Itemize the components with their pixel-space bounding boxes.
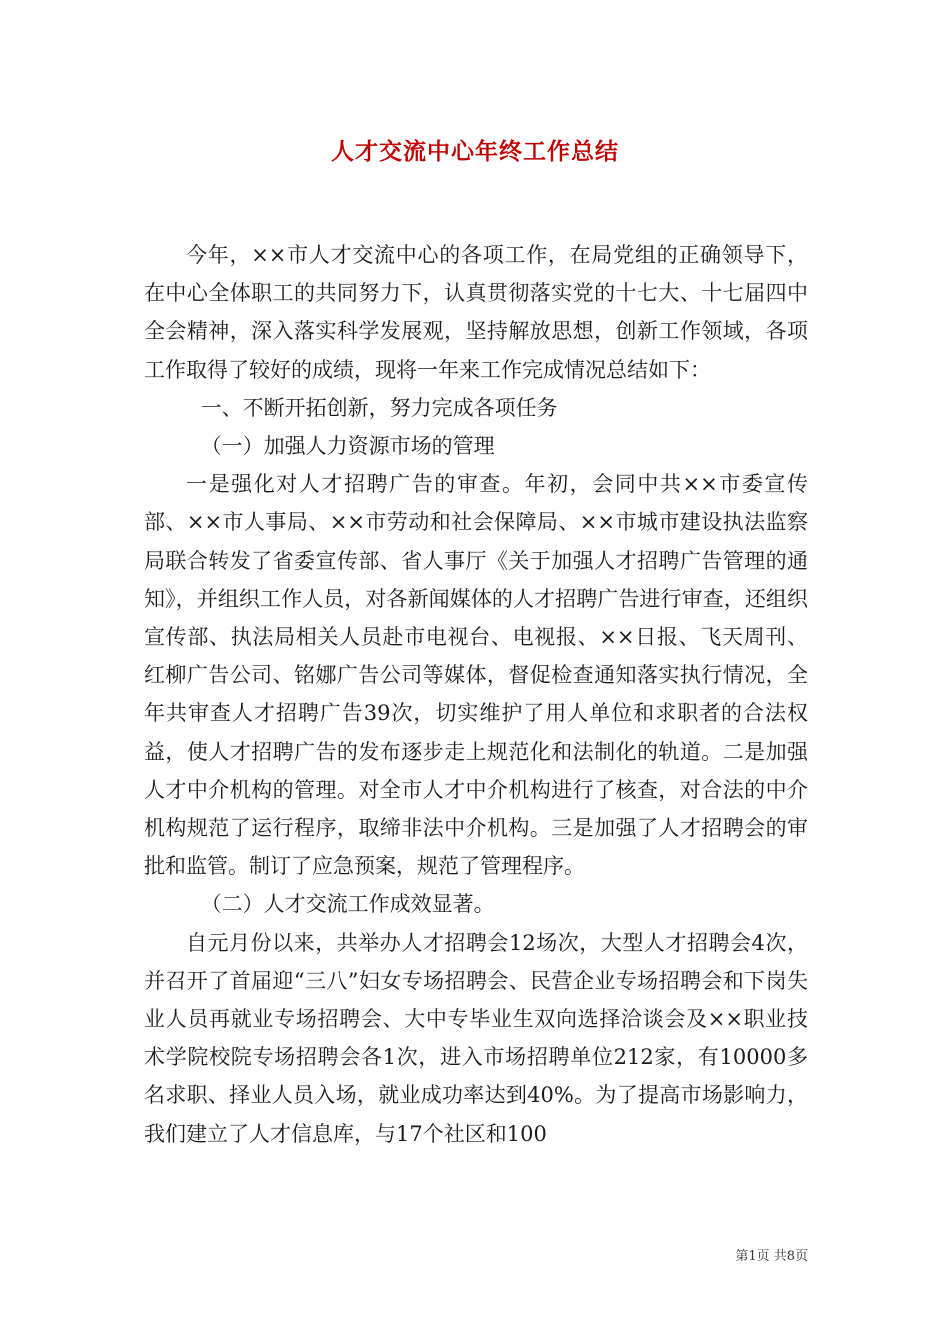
document-body <box>144 236 808 1153</box>
body-paragraph-2: 自元月份以来，共举办人才招聘会12场次，大型人才招聘会4次，并召开了首届迎“三八”妇女专场招聘会、民营企业专场招聘会和下岗失业人员再就业专场招聘会、大中专毕业生双向选择洽谈会及××职业技术学院校院专场招聘会各1次，进入市场招聘单位212家，有10000多名求职、择业人员入场，就业成功率达到40%。为了提高市场影响力，我们建立了人才信息库，与17个社区和100 <box>144 930 808 1146</box>
body-paragraph-1: 一是强化对人才招聘广告的审查。年初，会同中共××市委宣传部、××市人事局、××市劳动和社会保障局、××市城市建设执法监察局联合转发了省委宣传部、省人事厅《关于加强人才招聘广告管理的通知》，并组织工作人员，对各新闻媒体的人才招聘广告进行审查，还组织宣传部、执法局相关人员赴市电视台、电视报、××日报、飞天周刊、红柳广告公司、铭娜广告公司等媒体，督促检查通知落实执行情况，全年共审查人才招聘广告39次，切实维护了用人单位和求职者的合法权益，使人才招聘广告的发布逐步走上规范化和法制化的轨道。二是加强人才中介机构的管理。对全市人才中介机构进行了核查，对合法的中介机构规范了运行程序，取缔非法中介机构。三是加强了人才招聘会的审批和监管。制订了应急预案，规范了管理程序。 <box>144 472 808 879</box>
subsection-heading-2: （二）人才交流工作成效显著。 <box>200 892 495 917</box>
section-heading-1: 一、不断开拓创新，努力完成各项任务 <box>200 395 558 420</box>
page-number-footer: 第1页 共8页 <box>735 1249 808 1264</box>
subsection-heading-1: （一）加强人力资源市场的管理 <box>200 434 495 459</box>
document-title: 人才交流中心年终工作总结 <box>331 138 619 165</box>
intro-paragraph: 今年，××市人才交流中心的各项工作，在局党组的正确领导下，在中心全体职工的共同努力下，认真贯彻落实党的十七大、十七届四中全会精神，深入落实科学发展观，坚持解放思想，创新工作领域，各项工作取得了较好的成绩，现将一年来工作完成情况总结如下： <box>144 243 808 382</box>
